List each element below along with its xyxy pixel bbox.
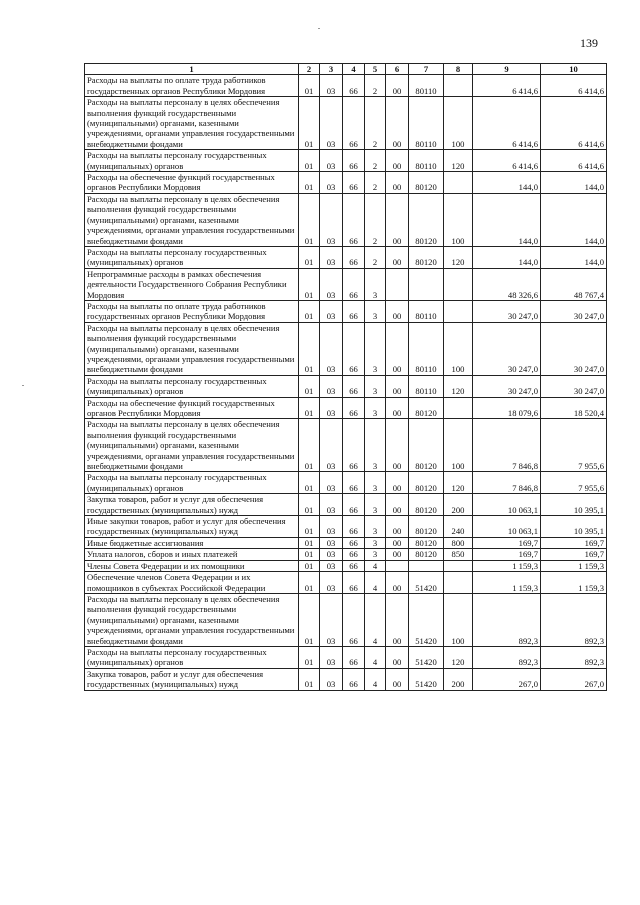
amount-year-1-cell: 10 063,1	[473, 494, 541, 516]
expense-type-code-cell: 200	[444, 668, 473, 690]
item-name-cell: Непрограммные расходы в рамках обеспечения деятельности Государственного Собрания Республики Мордовия	[85, 268, 299, 300]
item-name-cell: Расходы на выплаты персоналу в целях обеспечения выполнения функций государственными (муниципальными) органами, казенными учреждениями, органами управления государственными внебюджетными фондами	[85, 593, 299, 646]
expense-code-cell: 80110	[409, 150, 444, 172]
section-code-cell: 01	[299, 494, 320, 516]
subprogram-code-cell: 2	[365, 246, 386, 268]
direction-code-cell: 00	[386, 375, 409, 397]
subsection-code-cell: 03	[320, 375, 343, 397]
amount-year-2-cell: 1 159,3	[541, 572, 607, 594]
expense-type-code-cell: 240	[444, 516, 473, 538]
amount-year-1-cell: 7 846,8	[473, 472, 541, 494]
section-code-cell: 01	[299, 560, 320, 571]
table-row	[85, 560, 607, 571]
expense-type-code-cell: 120	[444, 472, 473, 494]
subsection-code-cell: 03	[320, 494, 343, 516]
direction-code-cell: 00	[386, 572, 409, 594]
subprogram-code-cell: 3	[365, 516, 386, 538]
item-name-cell: Расходы на выплаты персоналу государственных (муниципальных) органов	[85, 646, 299, 668]
amount-year-2-cell: 892,3	[541, 646, 607, 668]
direction-code-cell: 00	[386, 246, 409, 268]
expense-type-code-cell: 120	[444, 246, 473, 268]
amount-year-1-cell: 18 079,6	[473, 397, 541, 419]
section-code-cell: 01	[299, 397, 320, 419]
expense-code-cell: 51420	[409, 593, 444, 646]
subprogram-code-cell: 3	[365, 268, 386, 300]
section-code-cell: 01	[299, 537, 320, 548]
amount-year-2-cell: 30 247,0	[541, 322, 607, 375]
expense-code-cell: 80120	[409, 549, 444, 560]
amount-year-1-cell: 30 247,0	[473, 300, 541, 322]
direction-code-cell	[386, 560, 409, 571]
section-code-cell: 01	[299, 572, 320, 594]
table-row	[85, 375, 607, 397]
subprogram-code-cell: 2	[365, 172, 386, 194]
subprogram-code-cell: 3	[365, 549, 386, 560]
program-code-cell: 66	[343, 419, 365, 472]
scan-mark	[22, 385, 24, 386]
subsection-code-cell: 03	[320, 172, 343, 194]
header-cell: 5	[365, 64, 386, 75]
expense-code-cell: 51420	[409, 646, 444, 668]
subsection-code-cell: 03	[320, 397, 343, 419]
program-code-cell: 66	[343, 375, 365, 397]
subprogram-code-cell: 3	[365, 300, 386, 322]
subprogram-code-cell: 3	[365, 494, 386, 516]
expense-code-cell: 80120	[409, 397, 444, 419]
table-row	[85, 472, 607, 494]
page-number: 139	[580, 36, 598, 50]
expense-type-code-cell	[444, 300, 473, 322]
direction-code-cell: 00	[386, 593, 409, 646]
section-code-cell: 01	[299, 419, 320, 472]
expense-code-cell	[409, 268, 444, 300]
section-code-cell: 01	[299, 268, 320, 300]
program-code-cell: 66	[343, 494, 365, 516]
direction-code-cell: 00	[386, 516, 409, 538]
amount-year-1-cell: 7 846,8	[473, 419, 541, 472]
header-cell: 3	[320, 64, 343, 75]
expense-code-cell: 80120	[409, 494, 444, 516]
amount-year-1-cell: 6 414,6	[473, 150, 541, 172]
program-code-cell: 66	[343, 97, 365, 150]
amount-year-1-cell: 144,0	[473, 193, 541, 246]
item-name-cell: Иные бюджетные ассигнования	[85, 537, 299, 548]
amount-year-2-cell: 144,0	[541, 172, 607, 194]
expense-type-code-cell: 100	[444, 97, 473, 150]
header-row	[85, 64, 607, 75]
expense-type-code-cell	[444, 75, 473, 97]
expense-type-code-cell	[444, 560, 473, 571]
direction-code-cell: 00	[386, 172, 409, 194]
item-name-cell: Иные закупки товаров, работ и услуг для обеспечения государственных (муниципальных) нужд	[85, 516, 299, 538]
expense-code-cell: 80120	[409, 193, 444, 246]
direction-code-cell: 00	[386, 668, 409, 690]
section-code-cell: 01	[299, 375, 320, 397]
subsection-code-cell: 03	[320, 537, 343, 548]
section-code-cell: 01	[299, 150, 320, 172]
expense-code-cell: 80110	[409, 97, 444, 150]
direction-code-cell: 00	[386, 150, 409, 172]
subsection-code-cell: 03	[320, 97, 343, 150]
subsection-code-cell: 03	[320, 300, 343, 322]
subprogram-code-cell: 3	[365, 375, 386, 397]
subprogram-code-cell: 3	[365, 419, 386, 472]
subsection-code-cell: 03	[320, 668, 343, 690]
subsection-code-cell: 03	[320, 472, 343, 494]
amount-year-2-cell: 144,0	[541, 193, 607, 246]
program-code-cell: 66	[343, 668, 365, 690]
header-cell: 7	[409, 64, 444, 75]
expense-code-cell: 51420	[409, 572, 444, 594]
program-code-cell: 66	[343, 549, 365, 560]
subsection-code-cell: 03	[320, 419, 343, 472]
section-code-cell: 01	[299, 322, 320, 375]
subprogram-code-cell: 4	[365, 668, 386, 690]
expense-code-cell: 80120	[409, 537, 444, 548]
table-row	[85, 300, 607, 322]
table-row	[85, 172, 607, 194]
header-cell: 2	[299, 64, 320, 75]
amount-year-1-cell: 144,0	[473, 246, 541, 268]
subprogram-code-cell: 4	[365, 593, 386, 646]
amount-year-1-cell: 1 159,3	[473, 560, 541, 571]
table-row	[85, 549, 607, 560]
amount-year-2-cell: 267,0	[541, 668, 607, 690]
amount-year-1-cell: 169,7	[473, 537, 541, 548]
program-code-cell: 66	[343, 150, 365, 172]
item-name-cell: Закупка товаров, работ и услуг для обеспечения государственных (муниципальных) нужд	[85, 494, 299, 516]
amount-year-1-cell: 169,7	[473, 549, 541, 560]
expense-type-code-cell: 100	[444, 322, 473, 375]
direction-code-cell	[386, 268, 409, 300]
table-body	[85, 75, 607, 690]
subprogram-code-cell: 4	[365, 560, 386, 571]
expense-code-cell	[409, 560, 444, 571]
amount-year-1-cell: 30 247,0	[473, 375, 541, 397]
table-row	[85, 246, 607, 268]
program-code-cell: 66	[343, 572, 365, 594]
direction-code-cell: 00	[386, 472, 409, 494]
direction-code-cell: 00	[386, 419, 409, 472]
subsection-code-cell: 03	[320, 516, 343, 538]
amount-year-2-cell: 30 247,0	[541, 375, 607, 397]
direction-code-cell: 00	[386, 75, 409, 97]
item-name-cell: Закупка товаров, работ и услуг для обеспечения государственных (муниципальных) нужд	[85, 668, 299, 690]
amount-year-2-cell: 6 414,6	[541, 150, 607, 172]
item-name-cell: Обеспечение членов Совета Федерации и их помощников в субъектах Российской Федерации	[85, 572, 299, 594]
amount-year-2-cell: 144,0	[541, 246, 607, 268]
subsection-code-cell: 03	[320, 593, 343, 646]
item-name-cell: Расходы на выплаты по оплате труда работников государственных органов Республики Мордовия	[85, 75, 299, 97]
program-code-cell: 66	[343, 268, 365, 300]
expense-type-code-cell	[444, 397, 473, 419]
table-row	[85, 150, 607, 172]
table-row	[85, 75, 607, 97]
amount-year-2-cell: 169,7	[541, 549, 607, 560]
amount-year-1-cell: 267,0	[473, 668, 541, 690]
table-row	[85, 516, 607, 538]
expense-code-cell: 80110	[409, 375, 444, 397]
subprogram-code-cell: 3	[365, 537, 386, 548]
table-row	[85, 268, 607, 300]
header-cell: 6	[386, 64, 409, 75]
direction-code-cell: 00	[386, 646, 409, 668]
subprogram-code-cell: 2	[365, 150, 386, 172]
item-name-cell: Расходы на выплаты персоналу в целях обеспечения выполнения функций государственными (муниципальными) органами, казенными учреждениями, органами управления государственными внебюджетными фондами	[85, 322, 299, 375]
item-name-cell: Расходы на выплаты персоналу государственных (муниципальных) органов	[85, 150, 299, 172]
subsection-code-cell: 03	[320, 150, 343, 172]
subsection-code-cell: 03	[320, 268, 343, 300]
expense-type-code-cell	[444, 268, 473, 300]
budget-table	[84, 63, 607, 691]
expense-code-cell: 80120	[409, 516, 444, 538]
table-row	[85, 193, 607, 246]
amount-year-2-cell: 7 955,6	[541, 472, 607, 494]
item-name-cell: Расходы на выплаты по оплате труда работников государственных органов Республики Мордовия	[85, 300, 299, 322]
table-row	[85, 593, 607, 646]
subsection-code-cell: 03	[320, 75, 343, 97]
header-cell: 9	[473, 64, 541, 75]
program-code-cell: 66	[343, 246, 365, 268]
subsection-code-cell: 03	[320, 646, 343, 668]
subprogram-code-cell: 4	[365, 572, 386, 594]
item-name-cell: Расходы на выплаты персоналу в целях обеспечения выполнения функций государственными (муниципальными) органами, казенными учреждениями, органами управления государственными внебюджетными фондами	[85, 419, 299, 472]
amount-year-2-cell: 6 414,6	[541, 97, 607, 150]
subprogram-code-cell: 3	[365, 322, 386, 375]
expense-type-code-cell: 120	[444, 375, 473, 397]
amount-year-1-cell: 892,3	[473, 593, 541, 646]
subprogram-code-cell: 3	[365, 397, 386, 419]
program-code-cell: 66	[343, 300, 365, 322]
subprogram-code-cell: 3	[365, 472, 386, 494]
amount-year-2-cell: 10 395,1	[541, 516, 607, 538]
item-name-cell: Расходы на выплаты персоналу государственных (муниципальных) органов	[85, 472, 299, 494]
program-code-cell: 66	[343, 172, 365, 194]
direction-code-cell: 00	[386, 300, 409, 322]
section-code-cell: 01	[299, 246, 320, 268]
expense-code-cell: 51420	[409, 668, 444, 690]
direction-code-cell: 00	[386, 494, 409, 516]
program-code-cell: 66	[343, 646, 365, 668]
item-name-cell: Уплата налогов, сборов и иных платежей	[85, 549, 299, 560]
amount-year-2-cell: 169,7	[541, 537, 607, 548]
amount-year-2-cell: 7 955,6	[541, 419, 607, 472]
subprogram-code-cell: 2	[365, 193, 386, 246]
subprogram-code-cell: 4	[365, 646, 386, 668]
subsection-code-cell: 03	[320, 560, 343, 571]
amount-year-1-cell: 10 063,1	[473, 516, 541, 538]
header-cell: 8	[444, 64, 473, 75]
subsection-code-cell: 03	[320, 193, 343, 246]
section-code-cell: 01	[299, 516, 320, 538]
program-code-cell: 66	[343, 397, 365, 419]
header-cell: 10	[541, 64, 607, 75]
expense-type-code-cell: 200	[444, 494, 473, 516]
table-row	[85, 397, 607, 419]
expense-code-cell: 80120	[409, 472, 444, 494]
direction-code-cell: 00	[386, 537, 409, 548]
program-code-cell: 66	[343, 516, 365, 538]
section-code-cell: 01	[299, 668, 320, 690]
subsection-code-cell: 03	[320, 549, 343, 560]
program-code-cell: 66	[343, 322, 365, 375]
program-code-cell: 66	[343, 537, 365, 548]
subprogram-code-cell: 2	[365, 97, 386, 150]
amount-year-1-cell: 30 247,0	[473, 322, 541, 375]
table-row	[85, 646, 607, 668]
table-row	[85, 494, 607, 516]
direction-code-cell: 00	[386, 549, 409, 560]
direction-code-cell: 00	[386, 97, 409, 150]
amount-year-2-cell: 30 247,0	[541, 300, 607, 322]
item-name-cell: Расходы на обеспечение функций государственных органов Республики Мордовия	[85, 172, 299, 194]
section-code-cell: 01	[299, 97, 320, 150]
section-code-cell: 01	[299, 549, 320, 560]
expense-type-code-cell: 100	[444, 193, 473, 246]
amount-year-1-cell: 48 326,6	[473, 268, 541, 300]
header-cell: 4	[343, 64, 365, 75]
expense-type-code-cell: 120	[444, 646, 473, 668]
expense-type-code-cell: 100	[444, 419, 473, 472]
scan-mark	[318, 28, 320, 29]
table-row	[85, 419, 607, 472]
expense-type-code-cell: 800	[444, 537, 473, 548]
section-code-cell: 01	[299, 472, 320, 494]
header-cell: 1	[85, 64, 299, 75]
item-name-cell: Расходы на выплаты персоналу в целях обеспечения выполнения функций государственными (муниципальными) органами, казенными учреждениями, органами управления государственными внебюджетными фондами	[85, 193, 299, 246]
amount-year-1-cell: 6 414,6	[473, 75, 541, 97]
table-row	[85, 322, 607, 375]
subsection-code-cell: 03	[320, 572, 343, 594]
amount-year-1-cell: 6 414,6	[473, 97, 541, 150]
item-name-cell: Расходы на выплаты персоналу государственных (муниципальных) органов	[85, 375, 299, 397]
item-name-cell: Расходы на обеспечение функций государственных органов Республики Мордовия	[85, 397, 299, 419]
amount-year-2-cell: 1 159,3	[541, 560, 607, 571]
direction-code-cell: 00	[386, 322, 409, 375]
amount-year-1-cell: 1 159,3	[473, 572, 541, 594]
expense-type-code-cell: 850	[444, 549, 473, 560]
expense-type-code-cell	[444, 172, 473, 194]
amount-year-2-cell: 892,3	[541, 593, 607, 646]
expense-type-code-cell: 100	[444, 593, 473, 646]
item-name-cell: Члены Совета Федерации и их помощники	[85, 560, 299, 571]
amount-year-1-cell: 892,3	[473, 646, 541, 668]
expense-code-cell: 80120	[409, 419, 444, 472]
direction-code-cell: 00	[386, 397, 409, 419]
expense-code-cell: 80110	[409, 75, 444, 97]
section-code-cell: 01	[299, 75, 320, 97]
section-code-cell: 01	[299, 593, 320, 646]
expense-code-cell: 80110	[409, 300, 444, 322]
program-code-cell: 66	[343, 193, 365, 246]
expense-code-cell: 80120	[409, 246, 444, 268]
program-code-cell: 66	[343, 593, 365, 646]
amount-year-2-cell: 10 395,1	[541, 494, 607, 516]
program-code-cell: 66	[343, 472, 365, 494]
table-row	[85, 537, 607, 548]
subsection-code-cell: 03	[320, 322, 343, 375]
section-code-cell: 01	[299, 172, 320, 194]
item-name-cell: Расходы на выплаты персоналу государственных (муниципальных) органов	[85, 246, 299, 268]
expense-type-code-cell: 120	[444, 150, 473, 172]
amount-year-2-cell: 48 767,4	[541, 268, 607, 300]
amount-year-2-cell: 6 414,6	[541, 75, 607, 97]
section-code-cell: 01	[299, 193, 320, 246]
amount-year-1-cell: 144,0	[473, 172, 541, 194]
program-code-cell: 66	[343, 75, 365, 97]
expense-type-code-cell	[444, 572, 473, 594]
item-name-cell: Расходы на выплаты персоналу в целях обеспечения выполнения функций государственными (муниципальными) органами, казенными учреждениями, органами управления государственными внебюджетными фондами	[85, 97, 299, 150]
amount-year-2-cell: 18 520,4	[541, 397, 607, 419]
section-code-cell: 01	[299, 646, 320, 668]
expense-code-cell: 80110	[409, 322, 444, 375]
program-code-cell: 66	[343, 560, 365, 571]
subsection-code-cell: 03	[320, 246, 343, 268]
section-code-cell: 01	[299, 300, 320, 322]
table-row	[85, 97, 607, 150]
table-row	[85, 668, 607, 690]
direction-code-cell: 00	[386, 193, 409, 246]
expense-code-cell: 80120	[409, 172, 444, 194]
table-row	[85, 572, 607, 594]
subprogram-code-cell: 2	[365, 75, 386, 97]
